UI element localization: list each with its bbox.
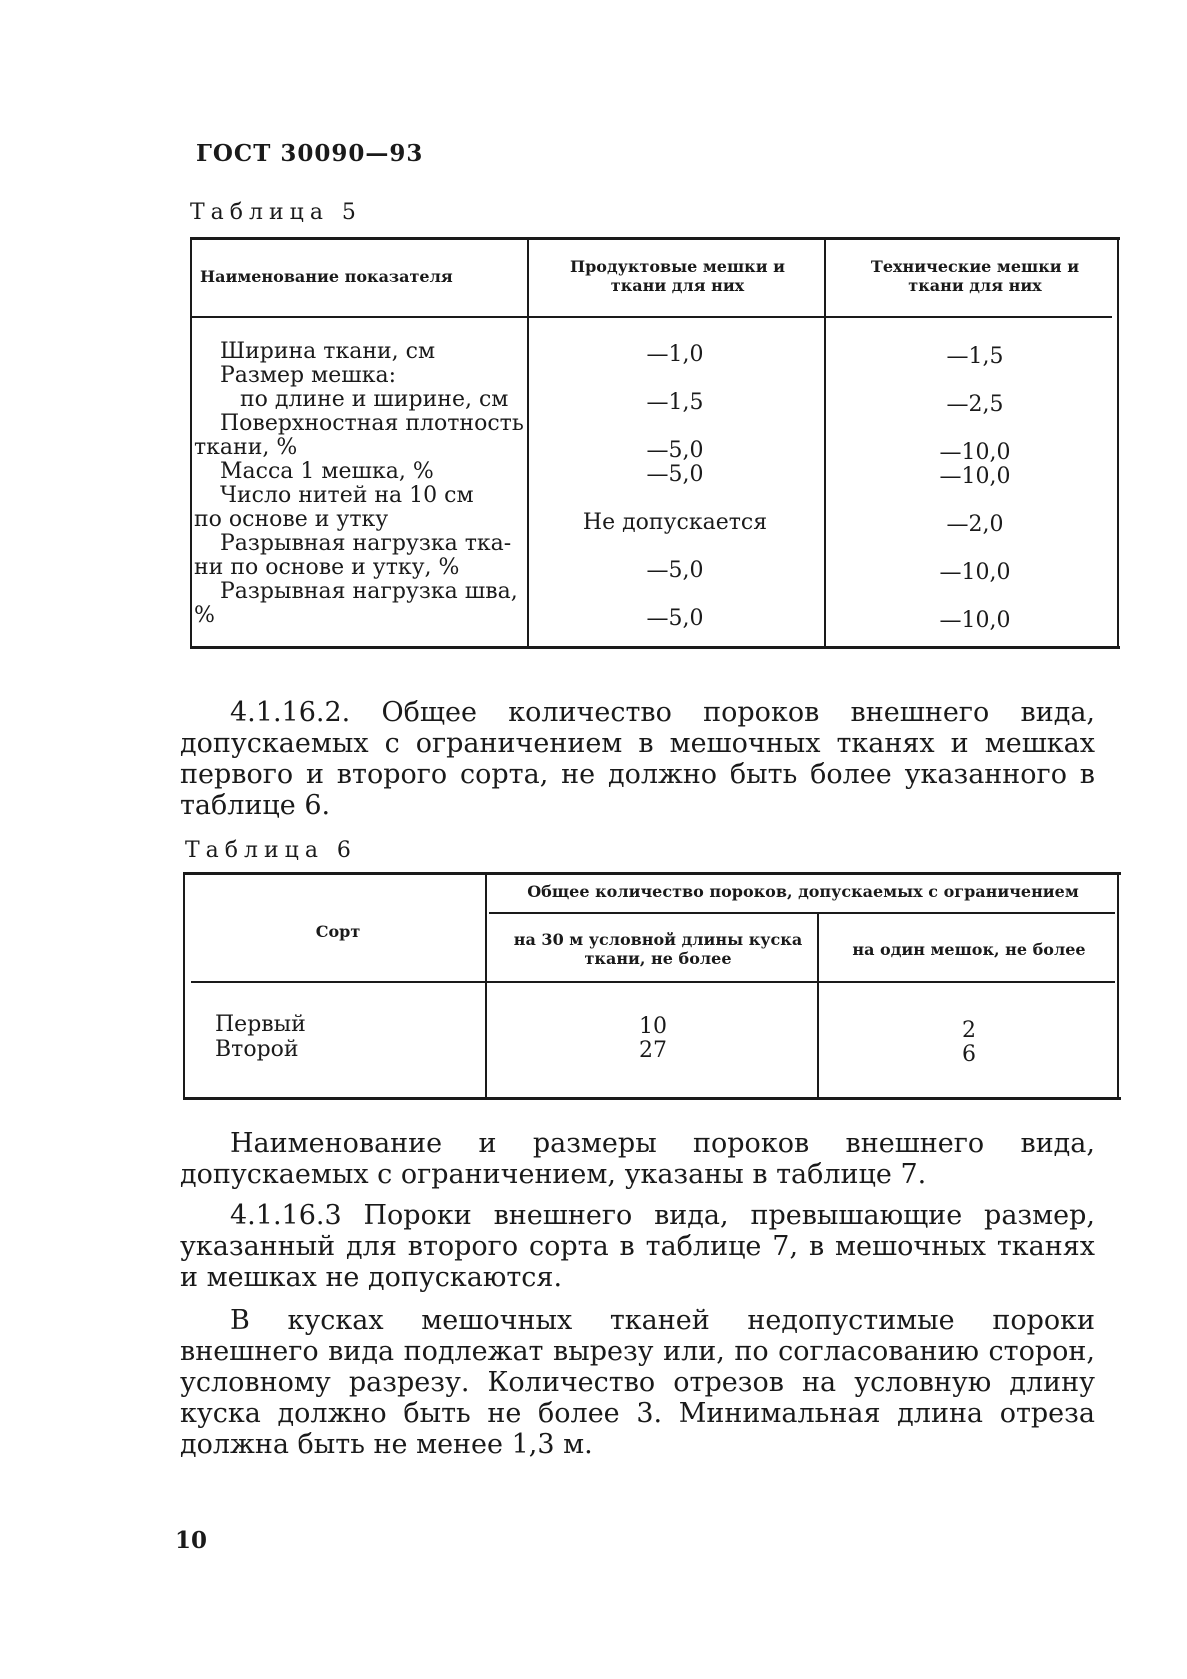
tech-value: —10,0	[939, 560, 1011, 585]
food-value: —5,0	[646, 438, 704, 463]
param-line: Масса 1 мешка, %	[220, 459, 434, 484]
param-line: по основе и утку	[194, 507, 389, 532]
tech-value: —10,0	[939, 608, 1011, 633]
table6-header-grade: Сорт	[315, 922, 361, 941]
table5-col-divider-1	[527, 237, 529, 648]
param-line: Разрывная нагрузка шва,	[220, 579, 518, 604]
table6-header-group: Общее количество пороков, допускаемых с ограничением	[527, 882, 1079, 901]
table5-col-divider-2	[824, 237, 826, 648]
food-value: —1,5	[646, 390, 704, 415]
paragraph-4-1-16-3: 4.1.16.3 Пороки внешнего вида, превышающие размер, указанный для второго сорта в таблице 7, в мешочных тканях и мешках не допускаются.	[180, 1200, 1095, 1293]
table6-subheader-rule	[489, 912, 1115, 914]
table6-caption: Таблица 6	[185, 838, 357, 863]
param-line: Поверхностная плотность	[220, 411, 524, 436]
perbag-cell: 6	[962, 1042, 976, 1067]
table6-top-rule	[183, 872, 1121, 875]
table6-col-divider-1	[485, 872, 487, 1099]
table5-param-list	[194, 339, 524, 628]
table6-left-border	[183, 872, 185, 1099]
tech-value: —1,5	[946, 344, 1004, 369]
per30m-cell: 10	[639, 1014, 667, 1039]
table5-left-border	[190, 237, 192, 648]
table5-header-tech: Технические мешки и ткани для них	[870, 257, 1080, 295]
table5-header-param: Наименование показателя	[200, 267, 453, 286]
tech-value: —10,0	[939, 464, 1011, 489]
table6-header-per30m: на 30 м условной длины куска ткани, не более	[513, 930, 803, 968]
table5-header-rule	[190, 316, 1112, 318]
table6-bottom-rule	[183, 1097, 1121, 1100]
param-line: ткани, %	[194, 435, 298, 460]
table5-caption: Таблица 5	[190, 200, 362, 225]
grade-cell: Первый	[215, 1012, 306, 1037]
table5-top-rule	[190, 237, 1120, 240]
table6-header-rule	[191, 981, 1115, 983]
food-value: —1,0	[646, 342, 704, 367]
document-code: ГОСТ 30090—93	[196, 140, 424, 167]
table6-col-divider-2	[817, 914, 819, 1099]
perbag-cell: 2	[962, 1018, 976, 1043]
param-line: Ширина ткани, см	[220, 339, 436, 364]
food-value: —5,0	[646, 606, 704, 631]
param-line: по длине и ширине, см	[240, 387, 509, 412]
param-line: Размер мешка:	[220, 363, 396, 388]
food-value: —5,0	[646, 558, 704, 583]
table5-header-food: Продуктовые мешки и ткани для них	[569, 257, 786, 295]
table6-header-perbag: на один мешок, не более	[852, 940, 1086, 959]
page-number: 10	[175, 1527, 208, 1554]
paragraph-4-1-16-2: 4.1.16.2. Общее количество пороков внешнего вида, допускаемых с ограничением в мешочных тканях и мешках первого и второго сорта, не должно быть более указанного в таблице 6.	[180, 697, 1095, 821]
table5	[190, 237, 1120, 649]
grade-cell: Второй	[215, 1037, 299, 1062]
param-line: Число нитей на 10 см	[220, 483, 474, 508]
table6-right-border	[1117, 872, 1119, 1099]
paragraph-cutting: В кусках мешочных тканей недопустимые пороки внешнего вида подлежат вырезу или, по согласованию сторон, условному разрезу. Количество отрезов на условную длину куска должно быть не более 3. Минимальная длина отреза должна быть не менее 1,3 м.	[180, 1305, 1095, 1460]
table5-bottom-rule	[190, 646, 1120, 649]
food-value: Не допускается	[582, 510, 768, 535]
per30m-cell: 27	[639, 1038, 667, 1063]
food-value: —5,0	[646, 462, 704, 487]
param-line: Разрывная нагрузка тка-	[220, 531, 512, 556]
param-line: %	[194, 603, 215, 628]
tech-value: —2,0	[946, 512, 1004, 537]
table6-row	[215, 1012, 306, 1062]
param-line: ни по основе и утку, %	[194, 555, 460, 580]
tech-value: —10,0	[939, 440, 1011, 465]
tech-value: —2,5	[946, 392, 1004, 417]
table6	[183, 872, 1121, 1100]
paragraph-defects-names: Наименование и размеры пороков внешнего вида, допускаемых с ограничением, указаны в таблице 7.	[180, 1128, 1095, 1190]
table5-right-border	[1117, 237, 1119, 648]
